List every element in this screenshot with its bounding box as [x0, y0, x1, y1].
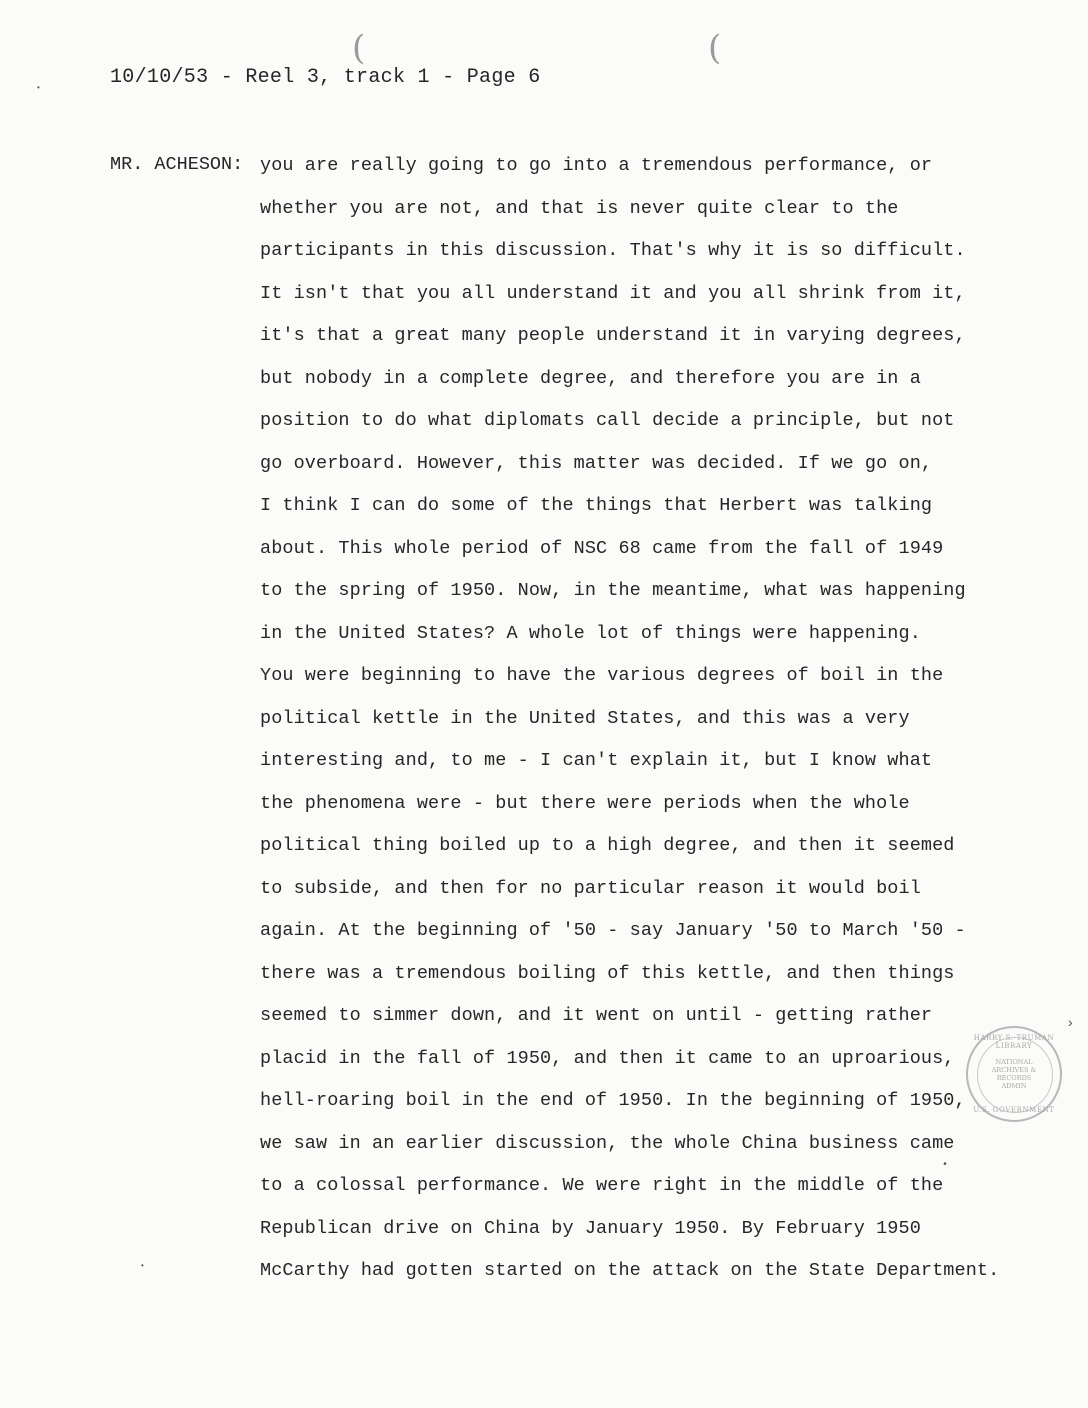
stamp-center-line: NATIONAL [995, 1058, 1033, 1066]
transcript-line: political thing boiled up to a high degree, and then it seemed [260, 835, 955, 856]
transcript-line: but nobody in a complete degree, and therefore you are in a [260, 367, 921, 389]
transcript-line: to a colossal performance. We were right in the middle of the [260, 1175, 944, 1196]
stamp-center-line: ARCHIVES & [991, 1066, 1037, 1074]
stamp-bottom-text: U.S. GOVERNMENT [973, 1106, 1055, 1114]
transcript-line: McCarthy had gotten started on the attack on the State Department. [260, 1260, 1000, 1281]
transcript-line: to the spring of 1950. Now, in the meantime, what was happening [260, 580, 966, 601]
transcript-line: Republican drive on China by January 1950. By February 1950 [260, 1217, 921, 1239]
transcript-line: I think I can do some of the things that Herbert was talking [260, 495, 933, 516]
transcript-line: there was a tremendous boiling of this kettle, and then things [260, 962, 955, 984]
transcript-line: the phenomena were - but there were periods when the whole [260, 792, 910, 814]
stray-dot-mark: • [942, 1160, 949, 1171]
stamp-top-text: HARRY S. TRUMAN LIBRARY [973, 1034, 1055, 1050]
transcript-line: It isn't that you all understand it and you all shrink from it, [260, 282, 966, 304]
library-stamp [966, 1026, 1062, 1122]
page-reference-header: 10/10/53 - Reel 3, track 1 - Page 6 [110, 66, 541, 89]
transcript-line: go overboard. However, this matter was decided. If we go on, [260, 452, 933, 474]
transcript-line: placid in the fall of 1950, and then it came to an uproarious, [260, 1047, 955, 1069]
transcript-line: You were beginning to have the various degrees of boil in the [260, 665, 944, 686]
transcript-line: interesting and, to me - I can't explain it, but I know what [260, 750, 933, 771]
transcript-line: it's that a great many people understand it in varying degrees, [260, 325, 966, 346]
stray-dot-mark: • [36, 84, 41, 93]
transcript-line: hell-roaring boil in the end of 1950. In the beginning of 1950, [260, 1090, 966, 1111]
punch-hole-mark-right: ( [708, 28, 722, 68]
transcript-line: about. This whole period of NSC 68 came from the fall of 1949 [260, 537, 944, 559]
transcript-line: participants in this discussion. That's why it is so difficult. [260, 240, 966, 261]
transcript-line: seemed to simmer down, and it went on until - getting rather [260, 1005, 933, 1026]
transcript-line: again. At the beginning of '50 - say January '50 to March '50 - [260, 920, 966, 941]
speaker-label: MR. ACHESON: [110, 154, 244, 175]
stamp-center-line: RECORDS [996, 1074, 1032, 1082]
transcript-line: to subside, and then for no particular reason it would boil [260, 877, 921, 899]
punch-hole-mark-left: ( [352, 28, 366, 68]
transcript-line: political kettle in the United States, and this was a very [260, 707, 910, 729]
margin-tick-mark: › [1066, 1016, 1075, 1032]
transcript-line: whether you are not, and that is never quite clear to the [260, 197, 899, 219]
transcript-body [260, 154, 1000, 1302]
stamp-center-line: ADMIN [1001, 1082, 1027, 1090]
transcript-line: we saw in an earlier discussion, the whole China business came [260, 1132, 955, 1154]
transcript-line: in the United States? A whole lot of things were happening. [260, 622, 921, 644]
transcript-line: you are really going to go into a tremendous performance, or [260, 155, 933, 176]
transcript-line: position to do what diplomats call decide a principle, but not [260, 410, 955, 431]
stamp-center-text [982, 1058, 1046, 1090]
stray-dot-mark: • [140, 1262, 145, 1271]
